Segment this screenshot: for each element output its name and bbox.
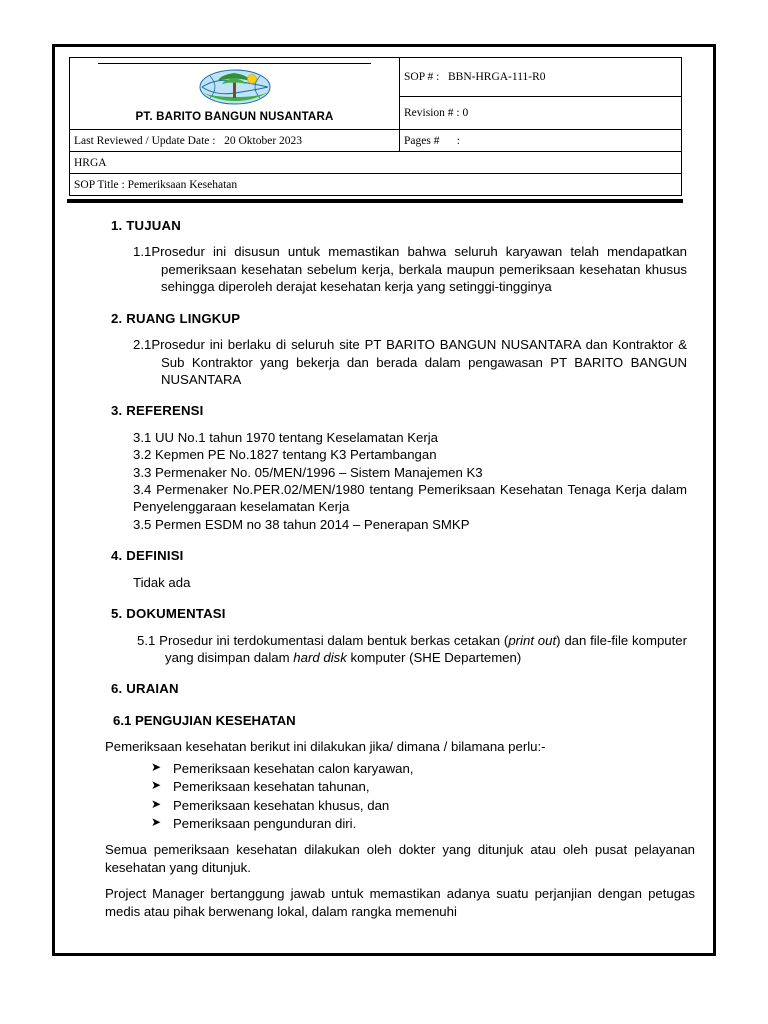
reference-item: 3.2 Kepmen PE No.1827 tentang K3 Pertambangan — [133, 447, 437, 463]
list-item — [151, 778, 687, 795]
section-5-italic-harddisk: hard disk — [293, 650, 347, 666]
arrow-bullet-icon: ➤ — [151, 778, 162, 793]
section-5-item-number: 5.1 — [137, 632, 156, 648]
sop-title-value: Pemeriksaan Kesehatan — [127, 178, 238, 191]
reference-item: 3.1 UU No.1 tahun 1970 tentang Keselamatan Kerja — [133, 429, 438, 445]
section-1-item-number: 1.1 — [133, 244, 152, 260]
sop-number-cell — [400, 58, 682, 97]
section-3-heading: 3. REFERENSI — [111, 403, 204, 419]
section-1-item — [133, 243, 687, 295]
section-1-item-text: Prosedur ini disusun untuk memastikan bahwa seluruh karyawan telah mendapatkan pemeriksaan kesehatan sebelum kerja, berkala maupun pemeriksaan kesehatan khusus sehingga diperoleh derajat kesehatan kerja yang setinggi-tingginya — [151, 244, 687, 295]
section-3-reference-list — [133, 429, 687, 534]
section-4-text: Tidak ada — [133, 574, 191, 590]
last-reviewed-label: Last Reviewed / Update Date : — [74, 134, 216, 147]
sop-header-table — [69, 57, 682, 196]
section-6-paragraph-3: Project Manager bertanggung jawab untuk memastikan adanya suatu perjanjian dengan petugas medis atau pihak berwenang lokal, dalam rangka memenuhi — [105, 886, 695, 919]
section-5-text-part2: ) dan file-file komputer yang disimpan dalam — [165, 632, 688, 666]
revision-cell — [400, 97, 682, 130]
section-2-item — [133, 336, 687, 388]
sop-number-value: BBN-HRGA-111-R0 — [448, 71, 546, 83]
last-reviewed-value: 20 Oktober 2023 — [224, 134, 303, 147]
sop-title-cell — [70, 174, 682, 196]
list-item-label: Pemeriksaan kesehatan khusus, dan — [173, 797, 390, 813]
section-2-heading: 2. RUANG LINGKUP — [111, 310, 241, 326]
section-6-intro: Pemeriksaan kesehatan berikut ini dilakukan jika/ dimana / bilamana perlu:- — [105, 739, 546, 755]
header-separator — [67, 199, 683, 203]
arrow-bullet-icon: ➤ — [151, 814, 162, 829]
section-5-italic-printout: print out — [508, 632, 557, 648]
section-1-heading: 1. TUJUAN — [111, 218, 181, 233]
section-2-item-number: 2.1 — [133, 337, 152, 353]
section-5-item — [137, 632, 687, 667]
list-item-label: Pemeriksaan kesehatan calon karyawan, — [173, 760, 414, 776]
revision-value: 0 — [462, 107, 469, 119]
section-5-heading: 5. DOKUMENTASI — [111, 606, 226, 622]
company-name: PT. BARITO BANGUN NUSANTARA — [135, 110, 334, 123]
globe-tree-logo-icon — [192, 67, 278, 107]
pages-cell — [400, 130, 682, 152]
reference-item: 3.5 Permen ESDM no 38 tahun 2014 – Penerapan SMKP — [133, 516, 470, 532]
list-item-label: Pemeriksaan kesehatan tahunan, — [173, 779, 370, 795]
company-logo-cell — [70, 58, 400, 130]
arrow-bullet-icon: ➤ — [151, 796, 162, 811]
last-reviewed-cell — [70, 130, 400, 152]
document-body — [67, 217, 701, 920]
department-cell: HRGA — [70, 152, 682, 174]
arrow-bullet-icon: ➤ — [151, 759, 162, 774]
sop-title-label: SOP Title : — [74, 178, 125, 191]
section-5-text-part1: Prosedur ini terdokumentasi dalam bentuk berkas cetakan ( — [159, 632, 509, 648]
section-6-1-heading: 6.1 PENGUJIAN KESEHATAN — [113, 712, 296, 728]
list-item-label: Pemeriksaan pengunduran diri. — [173, 815, 357, 831]
reference-item: 3.3 Permenaker No. 05/MEN/1996 – Sistem Manajemen K3 — [133, 464, 483, 480]
pages-value: : — [456, 134, 460, 147]
pages-label: Pages # — [404, 134, 440, 147]
section-4-heading: 4. DEFINISI — [111, 548, 184, 564]
revision-label: Revision # : — [404, 107, 460, 119]
reference-item: 3.4 Permenaker No.PER.02/MEN/1980 tentang Pemeriksaan Kesehatan Tenaga Kerja dalam Penyelenggaraan keselamatan Kerja — [133, 482, 687, 515]
sop-number-label: SOP # : — [404, 71, 440, 83]
section-6-paragraph-2: Semua pemeriksaan kesehatan dilakukan oleh dokter yang ditunjuk atau oleh pusat pelayanan kesehatan yang ditunjuk. — [105, 842, 695, 875]
section-6-heading: 6. URAIAN — [111, 681, 179, 697]
health-check-list — [81, 760, 687, 833]
list-item — [151, 814, 687, 832]
document-page — [52, 44, 716, 956]
list-item — [151, 796, 687, 814]
section-2-item-text: Prosedur ini berlaku di seluruh site PT BARITO BANGUN NUSANTARA dan Kontraktor & Sub Kontraktor yang bekerja dan berada dalam pengawasan PT BARITO BANGUN NUSANTARA — [151, 337, 687, 387]
section-5-text-part3: komputer (SHE Departemen) — [346, 650, 522, 666]
list-item — [151, 759, 687, 777]
